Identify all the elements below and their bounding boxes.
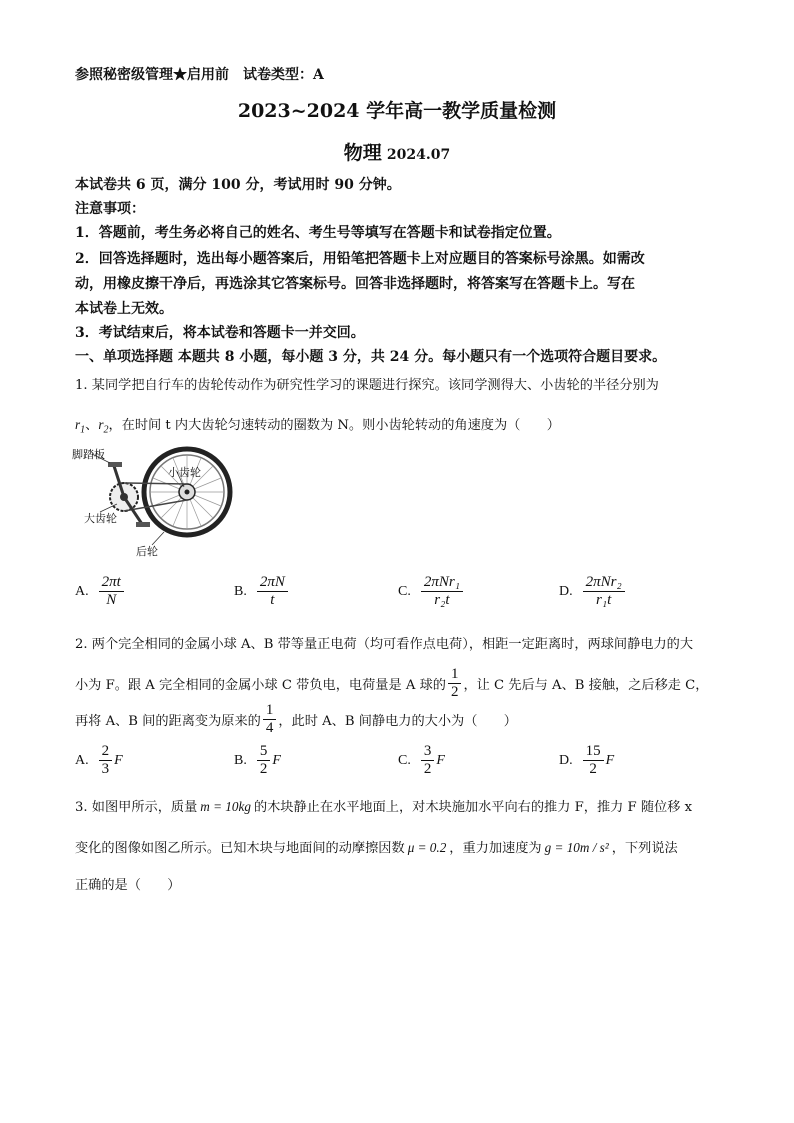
exam-date: 2024.07	[386, 147, 451, 163]
option-fraction: $\frac{2\pi t}{N}$	[99, 574, 124, 609]
q2-stem-line1: 2. 两个完全相同的金属小球 A、B 带等量正电荷（均可看作点电荷），相距一定距离时，两球间静电力的大	[75, 637, 694, 652]
q3-stem-line1	[75, 796, 692, 815]
q3-text: 的木块静止在水平地面上，对木块施加水平向右的推力 F，推力 F 随位移 x	[253, 800, 693, 815]
force-symbol: F	[114, 752, 123, 768]
option-fraction: $\frac{\text{2πNr₁}}{\text{r₂t}}$	[421, 574, 463, 609]
q2-stem-line3	[75, 702, 517, 737]
subject-line	[0, 138, 794, 165]
q2-option-b[interactable]	[234, 743, 281, 778]
option-label: C.	[398, 752, 411, 768]
force-symbol: F	[272, 752, 281, 768]
r2-symbol: r	[98, 417, 104, 432]
q1-stem-line1: 1. 某同学把自行车的齿轮传动作为研究性学习的课题进行探究。该同学测得大、小齿轮的半径分别为	[75, 378, 659, 393]
option-label: A.	[75, 752, 89, 768]
q2-text: ，此时 A、B 间静电力的大小为（ ）	[278, 714, 517, 729]
q2-option-d[interactable]	[559, 743, 614, 778]
q1-stem-rest: ，在时间 t 内大齿轮匀速转动的圈数为 N。则小齿轮转动的角速度为（ ）	[108, 418, 560, 433]
q2-text: 再将 A、B 间的距离变为原来的	[75, 714, 261, 729]
option-fraction: $\frac{2\pi N}{t}$	[257, 574, 288, 609]
option-label: D.	[559, 583, 573, 599]
small-gear-label: 小齿轮	[168, 466, 201, 479]
q3-text: ，下列说法	[611, 841, 678, 856]
main-title: 2023~2024 学年高一教学质量检测	[237, 100, 557, 122]
r1-subscript: 1	[80, 424, 86, 436]
big-gear-label: 大齿轮	[84, 512, 117, 525]
option-fraction: $\frac{5}{2}$	[257, 743, 271, 778]
notice-heading: 注意事项：	[75, 201, 145, 217]
section-heading: 一、单项选择题 本题共 8 小题，每小题 3 分，共 24 分。每小题只有一个选项符合题目要求。	[75, 349, 667, 365]
q1-option-c[interactable]	[398, 574, 465, 609]
half-fraction: $\frac{1}{2}$	[448, 666, 462, 701]
mu-expression: μ = 0.2	[407, 840, 447, 855]
subject-name: 物理	[343, 142, 382, 164]
exam-summary: 本试卷共 6 页，满分 100 分，考试用时 90 分钟。	[75, 177, 401, 193]
quarter-fraction: $\frac{1}{4}$	[263, 702, 277, 737]
q1-option-b[interactable]	[234, 574, 290, 609]
gravity-expression: g = 10m / s²	[544, 840, 609, 855]
mass-expression: m = 10kg	[200, 799, 251, 814]
note-item: 本试卷上无效。	[75, 301, 173, 317]
r1-symbol: r	[75, 417, 81, 432]
note-item: 1．答题前，考生务必将自己的姓名、考生号等填写在答题卡和试卷指定位置。	[75, 225, 561, 241]
q3-text: 3. 如图甲所示，质量	[75, 800, 198, 815]
option-label: B.	[234, 752, 247, 768]
q2-text: ，让 C 先后与 A、B 接触，之后移走 C，	[463, 678, 709, 693]
note-item: 2．回答选择题时，选出每小题答案后，用铅笔把答题卡上对应题目的答案标号涂黑。如需改	[75, 251, 645, 267]
force-symbol: F	[605, 752, 615, 768]
q2-option-a[interactable]	[75, 743, 123, 778]
q1-stem-line2	[75, 414, 560, 436]
bicycle-gear-figure	[72, 442, 242, 560]
q2-option-c[interactable]	[398, 743, 445, 778]
option-fraction: $\frac{15}{2}$	[583, 743, 604, 778]
note-item: 动，用橡皮擦干净后，再选涂其它答案标号。回答非选择题时，将答案写在答题卡上。写在	[75, 276, 635, 292]
q2-text: 小为 F。跟 A 完全相同的金属小球 C 带负电，电荷量是 A 球的	[75, 678, 446, 693]
r2-subscript: 2	[103, 424, 109, 436]
option-label: B.	[234, 583, 247, 599]
q3-stem-line2	[75, 837, 678, 856]
q2-stem-line2	[75, 666, 708, 701]
option-label: A.	[75, 583, 89, 599]
q3-text: 变化的图像如图乙所示。已知木块与地面间的动摩擦因数	[75, 841, 405, 856]
option-fraction: $\frac{\text{2πNr₂}}{\text{r₁t}}$	[583, 574, 625, 609]
q3-stem-line3: 正确的是（ ）	[75, 878, 181, 893]
option-fraction: $\frac{3}{2}$	[421, 743, 435, 778]
separator: 、	[85, 418, 99, 433]
security-line: 参照秘密级管理★启用前 试卷类型：A	[75, 67, 324, 83]
option-label: C.	[398, 583, 411, 599]
q3-text: ，重力加速度为	[449, 841, 542, 856]
rear-wheel-label: 后轮	[136, 545, 158, 558]
q1-option-d[interactable]	[559, 574, 627, 609]
force-symbol: F	[436, 752, 445, 768]
note-item: 3．考试结束后，将本试卷和答题卡一并交回。	[75, 325, 365, 341]
option-label: D.	[559, 752, 573, 768]
q1-option-a[interactable]	[75, 574, 126, 609]
pedal-label: 脚踏板	[72, 448, 105, 461]
option-fraction: $\frac{2}{3}$	[99, 743, 113, 778]
